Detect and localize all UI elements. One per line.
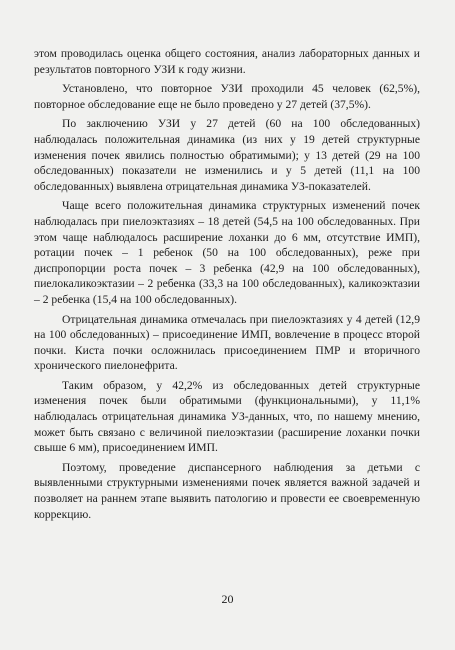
paragraph-positive-dynamics: Чаще всего положительная динамика структурных изменений почек наблюдалась при пиелоэктазиях – 18 детей (54,5 на 100 обследованных. При этом чаще наблюдалось расширение лоханки до 6 мм, отсутствие ИМП), ротации почек – 1 ребенок (50 на 100 обследованных), реже при диспропорции роста почек – 3 ребенка (42,9 на 100 обследованных), пиелокаликоэктазии – 2 ребенка (33,3 на 100 обследованных), каликоэктазии – 2 ребенка (15,4 на 100 обследованных). (34, 199, 420, 306)
paragraph-conclusion: Таким образом, у 42,2% из обследованных детей структурные изменения почек были обратимыми (функциональными), у 11,1% наблюдалась отрицательная динамика УЗ-данных, что, по нашему мнению, может быть связано с величиной пиелоэктазии (расширение лоханки почки свыше 6 мм), присоединением ИМП. (34, 378, 420, 455)
page-number: 20 (221, 592, 234, 606)
paragraph-continuation: этом проводилась оценка общего состояния, анализ лабораторных данных и результатов повторного УЗИ к году жизни. (34, 47, 420, 76)
paragraph-repeat-ultrasound: Установлено, что повторное УЗИ проходили 45 человек (62,5%), повторное обследование еще не было проведено у 27 детей (37,5%). (34, 82, 420, 111)
paragraph-recommendation: Поэтому, проведение диспансерного наблюдения за детьми с выявленными структурными изменениями почек является важной задачей и позволяет на раннем этапе выявить патологию и провести ее своевременную коррекцию. (34, 460, 420, 521)
paragraph-ultrasound-conclusion: По заключению УЗИ у 27 детей (60 на 100 обследованных) наблюдалась положительная динамика (из них у 19 детей структурные изменения почек явились полностью обратимыми); у 13 детей (29 на 100 обследованных) показатели не изменились и у 5 детей (11,1 на 100 обследованных) выявлена отрицательная динамика УЗ-показателей. (34, 117, 420, 193)
paragraph-negative-dynamics: Отрицательная динамика отмечалась при пиелоэктазиях у 4 детей (12,9 на 100 обследованных) – присоединение ИМП, вовлечение в процесс второй почки. Киста почки осложнилась присоединением ПМР и вторичного хронического пиелонефрита. (34, 312, 420, 373)
body-text (34, 46, 420, 526)
